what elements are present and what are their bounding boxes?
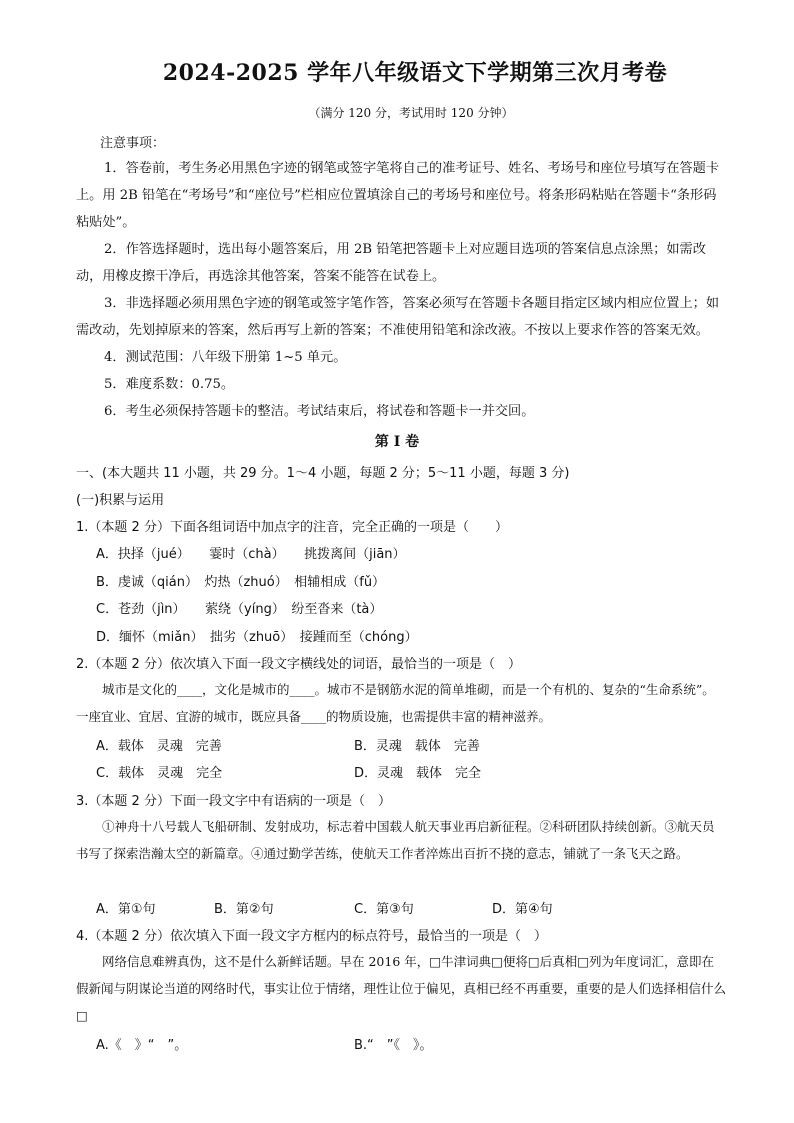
notice-item: 2．作答选择题时，选出每小题答案后，用 2B 铅笔把答题卡上对应题目选项的答案信息点涂黑；如需改动，用橡皮擦干净后，再选涂其他答案，答案不能答在试卷上。: [76, 242, 706, 284]
subsection-heading: (一)积累与运用: [76, 493, 165, 508]
notice-item: 1．答卷前，考生务必用黑色字迹的钢笔或签字笔将自己的准考证号、姓名、考场号和座位号填写在答题卡上。用 2B 铅笔在“考场号”和“座位号”栏相应位置填涂自己的考场号和座位号。将条形码粘贴在答题卡“条形码粘贴处”。: [76, 161, 720, 230]
question-4-option-a: A.《 》“ ”。: [96, 1038, 188, 1053]
passage-text: 城市是文化的____，文化是城市的____。城市不是钢筋水泥的简单堆砌，而是一个有机的、复杂的“生命系统”。一座宜业、宜居、宜游的城市，既应具备____的物质设施，也需提供丰富的精神滋养。: [76, 682, 715, 724]
question-2-passage: [76, 676, 726, 730]
question-4-passage: [76, 948, 726, 1029]
notice-heading: 注意事项：: [100, 136, 166, 151]
question-1-option-d: D．缅怀（miǎn） 拙劣（zhuō） 接踵而至（chóng）: [96, 630, 418, 645]
notice-list: [76, 155, 728, 425]
question-3-stem: 3.（本题 2 分）下面一段文字中有语病的一项是（ ）: [76, 794, 391, 809]
question-2-option-a: A．载体 灵魂 完善: [96, 739, 222, 754]
question-1-option-b: B．虔诚（qián） 灼热（zhuó） 相辅相成（fǔ）: [96, 575, 386, 590]
question-2-option-b: B．灵魂 载体 完善: [354, 739, 480, 754]
question-1-stem: 1.（本题 2 分）下面各组词语中加点字的注音，完全正确的一项是（ ）: [76, 520, 508, 535]
question-1-option-c: C．苍劲（jìn） 萦绕（yíng） 纷至沓来（tà）: [96, 602, 383, 617]
question-1-option-a: A．抉择（jué） 霎时（chà） 挑拨离间（jiān）: [96, 547, 406, 562]
question-4-option-b: B.“ ”《 》。: [354, 1038, 433, 1053]
passage-text: ①神舟十八号载人飞船研制、发射成功，标志着中国载人航天事业再启新征程。②科研团队持续创新。③航天员书写了探索浩瀚太空的新篇章。④通过勤学苦练，使航天工作者淬炼出百折不挠的意志，铺就了一条飞天之路。: [76, 819, 715, 861]
question-4-stem: 4.（本题 2 分）依次填入下面一段文字方框内的标点符号，最恰当的一项是（ ）: [76, 929, 547, 944]
page-subtitle: （满分 120 分，考试用时 120 分钟）: [308, 106, 514, 120]
volume-heading: 第 I 卷: [374, 434, 420, 450]
question-3-option-c: C．第③句: [354, 902, 414, 917]
question-3-option-a: A．第①句: [96, 902, 156, 917]
question-3-option-d: D．第④句: [492, 902, 553, 917]
question-2-stem: 2.（本题 2 分）依次填入下面一段文字横线处的词语，最恰当的一项是（ ）: [76, 657, 521, 672]
question-3-option-b: B．第②句: [214, 902, 274, 917]
section-heading: 一、(本大题共 11 小题，共 29 分。1～4 小题，每题 2 分；5～11 小题，每题 3 分): [76, 466, 570, 481]
notice-item: 3．非选择题必须用黑色字迹的钢笔或签字笔作答，答案必须写在答题卡各题目指定区域内相应位置上；如需改动，先划掉原来的答案，然后再写上新的答案；不准使用铅笔和涂改液。不按以上要求作答的答案无效。: [76, 296, 720, 338]
notice-item: 5．难度系数：0.75。: [104, 377, 235, 392]
notice-item: 6．考生必须保持答题卡的整洁。考试结束后，将试卷和答题卡一并交回。: [104, 404, 535, 419]
question-3-passage: [76, 813, 726, 867]
question-2-option-c: C．载体 灵魂 完全: [96, 766, 223, 781]
page-title: 2024-2025 学年八年级语文下学期第三次月考卷: [162, 60, 668, 86]
notice-item: 4．测试范围：八年级下册第 1~5 单元。: [104, 350, 347, 365]
question-2-option-d: D．灵魂 载体 完全: [354, 766, 482, 781]
passage-text: 网络信息难辨真伪，这不是什么新鲜话题。早在 2016 年，□牛津词典□便将□后真相□列为年度词汇，意即在假新闻与阴谋论当道的网络时代，事实让位于情绪，理性让位于偏见，真相已经不再重要，重要的是人们选择相信什么□: [76, 954, 727, 1023]
